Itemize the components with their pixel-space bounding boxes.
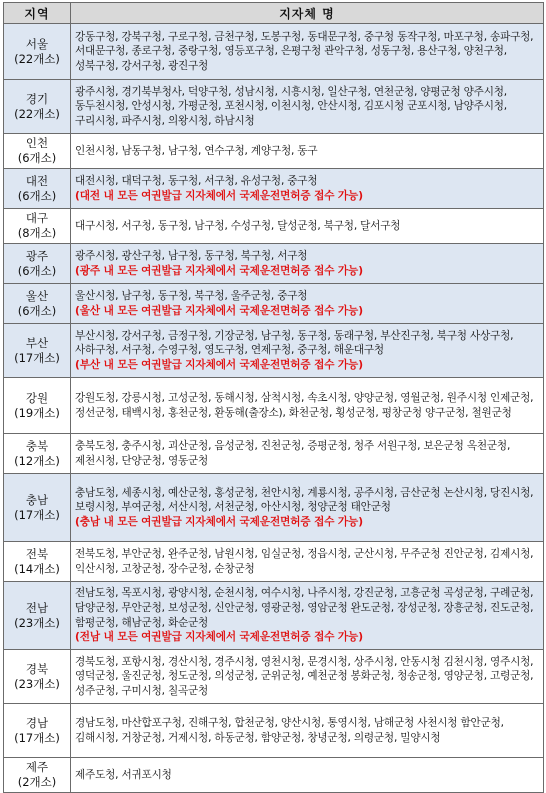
cities-list: 전북도청, 부안군청, 완주군청, 남원시청, 임실군청, 정읍시청, 군산시청, 무주군청 진안군청, 김제시청, 익산시청, 고창군청, 장수군청, 순창군청: [75, 547, 534, 575]
region-name: 강원: [25, 390, 49, 405]
table-body: [4, 24, 544, 793]
region-cell: [4, 284, 71, 324]
cities-cell: [71, 24, 544, 80]
cities-cell: [71, 704, 544, 758]
cities-list: 부산시청, 강서구청, 금정구청, 기장군청, 남구청, 동구청, 동래구청, 부산진구청, 북구청 사상구청, 사하구청, 서구청, 수영구청, 영도구청, 연제구청, 중구청, 해운대구청: [75, 329, 514, 357]
region-count: (6개소): [17, 151, 57, 165]
cities-cell: [71, 209, 544, 244]
cities-list: 경북도청, 포항시청, 경산시청, 경주시청, 영천시청, 문경시청, 상주시청, 안동시청 김천시청, 영주시청, 영덕군청, 울진군청, 청도군청, 의성군청, 군위군청, 예천군청 봉화군청, 청송군청, 영양군청, 고령군청, 성주군청, 구미시청, 칠곡군청: [75, 655, 534, 697]
cities-list: 충북도청, 충주시청, 괴산군청, 음성군청, 진천군청, 증평군청, 청주 서원구청, 보은군청 옥천군청, 제천시청, 단양군청, 영동군청: [75, 439, 511, 467]
header-row: [4, 3, 544, 24]
region-name: 경남: [25, 715, 49, 730]
region-count: (6개소): [17, 188, 57, 203]
table-row: [4, 542, 544, 582]
region-count: (17개소): [14, 730, 60, 745]
region-name: 광주: [25, 248, 49, 263]
region-count: (23개소): [14, 615, 60, 630]
region-cell: [4, 134, 71, 169]
cities-list: 제주도청, 서귀포시청: [75, 768, 172, 781]
region-count: (22개소): [14, 51, 60, 66]
cities-list: 전남도청, 목포시청, 광양시청, 순천시청, 여수시청, 나주시청, 강진군청, 고흥군청 곡성군청, 구례군청, 담양군청, 무안군청, 보성군청, 신안군청, 영광군청, 영암군청 완도군청, 장성군청, 장흥군청, 진도군청, 함평군청, 해남군청, 화순군청: [75, 587, 534, 629]
cities-list: 울산시청, 남구청, 동구청, 북구청, 울주군청, 중구청: [75, 289, 308, 302]
cities-cell: [71, 244, 544, 284]
region-count: (17개소): [14, 350, 60, 365]
cities-cell: [71, 134, 544, 169]
availability-note: (부산 내 모든 여권발급 지자체에서 국제운전면허증 접수 가능): [75, 358, 363, 371]
availability-note: (충남 내 모든 여권발급 지자체에서 국제운전면허증 접수 가능): [75, 515, 363, 528]
cities-cell: [71, 80, 544, 134]
table-row: [4, 24, 544, 80]
table-row: [4, 134, 544, 169]
region-count: (8개소): [17, 226, 57, 240]
table-row: [4, 209, 544, 244]
cities-list: 광주시청, 경기북부청사, 덕양구청, 성남시청, 시흥시청, 일산구청, 연천군청, 양평군청 양주시청, 동두천시청, 안성시청, 가평군청, 포천시청, 이천시청, 안산시청, 김포시청 군포시청, 남양주시청, 구리시청, 파주시청, 의왕시청, 하남시청: [75, 85, 507, 127]
table-row: [4, 582, 544, 650]
table-row: [4, 284, 544, 324]
cities-list: 강동구청, 강북구청, 구로구청, 금천구청, 도봉구청, 동대문구청, 중구청 동작구청, 마포구청, 송파구청, 서대문구청, 종로구청, 중랑구청, 영등포구청, 은평구청 관악구청, 성동구청, 용산구청, 양천구청, 성북구청, 강서구청, 광진구청: [75, 30, 534, 72]
availability-note: (울산 내 모든 여권발급 지자체에서 국제운전면허증 접수 가능): [75, 304, 363, 317]
region-count: (14개소): [14, 561, 60, 576]
header-region: 지역: [4, 3, 71, 24]
availability-note: (광주 내 모든 여권발급 지자체에서 국제운전면허증 접수 가능): [75, 264, 363, 277]
region-name: 전북: [25, 546, 49, 561]
region-count: (23개소): [14, 676, 60, 691]
cities-cell: [71, 434, 544, 474]
header-cities: 지자체 명: [71, 3, 544, 24]
region-cell: [4, 244, 71, 284]
region-name: 충북: [25, 438, 49, 453]
cities-list: 대전시청, 대덕구청, 동구청, 서구청, 유성구청, 중구청: [75, 174, 318, 187]
cities-cell: [71, 324, 544, 378]
region-cell: [4, 474, 71, 542]
table-row: [4, 650, 544, 704]
region-count: (19개소): [14, 405, 60, 420]
region-count: (22개소): [14, 106, 60, 121]
cities-cell: [71, 378, 544, 434]
region-name: 서울: [25, 36, 49, 51]
cities-cell: [71, 758, 544, 793]
region-name: 울산: [25, 288, 49, 303]
region-cell: [4, 378, 71, 434]
table-row: [4, 169, 544, 209]
region-name: 대전: [25, 173, 49, 188]
region-name: 충남: [25, 492, 49, 507]
region-name: 대구: [25, 211, 49, 225]
region-count: (6개소): [17, 263, 57, 278]
cities-list: 충남도청, 세종시청, 예산군청, 홍성군청, 천안시청, 계룡시청, 공주시청, 금산군청 논산시청, 당진시청, 보령시청, 부여군청, 서산시청, 서천군청, 아산시청, 청양군청 태안군청: [75, 486, 534, 514]
region-count: (6개소): [17, 303, 57, 318]
cities-cell: [71, 582, 544, 650]
table-row: [4, 378, 544, 434]
table-row: [4, 244, 544, 284]
region-count: (17개소): [14, 507, 60, 522]
region-name: 인천: [25, 136, 49, 150]
table-row: [4, 434, 544, 474]
region-count: (12개소): [14, 453, 60, 468]
region-cell: [4, 24, 71, 80]
office-list-table: [3, 2, 544, 793]
table-row: [4, 704, 544, 758]
table-row: [4, 324, 544, 378]
availability-note: (대전 내 모든 여권발급 지자체에서 국제운전면허증 접수 가능): [75, 189, 363, 202]
table-row: [4, 758, 544, 793]
region-cell: [4, 542, 71, 582]
region-cell: [4, 758, 71, 793]
cities-list: 대구시청, 서구청, 동구청, 남구청, 수성구청, 달성군청, 북구청, 달서구청: [75, 219, 401, 232]
cities-list: 광주시청, 광산구청, 남구청, 동구청, 북구청, 서구청: [75, 249, 308, 262]
region-name: 제주: [25, 760, 49, 774]
region-name: 부산: [25, 335, 49, 350]
table-row: [4, 474, 544, 542]
cities-cell: [71, 650, 544, 704]
region-cell: [4, 650, 71, 704]
cities-cell: [71, 542, 544, 582]
availability-note: (전남 내 모든 여권발급 지자체에서 국제운전면허증 접수 가능): [75, 631, 363, 644]
cities-list: 경남도청, 마산합포구청, 진해구청, 합천군청, 양산시청, 통영시청, 남해군청 사천시청 함안군청, 김해시청, 거창군청, 거제시청, 하동군청, 함양군청, 창녕군청, 의령군청, 밀양시청: [75, 716, 504, 744]
cities-list: 인천시청, 남동구청, 남구청, 연수구청, 계양구청, 동구: [75, 144, 318, 157]
cities-cell: [71, 474, 544, 542]
table-row: [4, 80, 544, 134]
region-cell: [4, 324, 71, 378]
region-name: 경북: [25, 661, 49, 676]
region-name: 전남: [25, 600, 49, 615]
region-name: 경기: [25, 91, 49, 106]
region-cell: [4, 169, 71, 209]
region-cell: [4, 80, 71, 134]
cities-cell: [71, 169, 544, 209]
cities-cell: [71, 284, 544, 324]
cities-list: 강원도청, 강릉시청, 고성군청, 동해시청, 삼척시청, 속초시청, 양양군청, 영월군청, 원주시청 인제군청, 정선군청, 태백시청, 홍천군청, 환동해(출장소), 화천군청, 횡성군청, 평창군청 양구군청, 철원군청: [75, 391, 534, 419]
region-cell: [4, 582, 71, 650]
region-cell: [4, 704, 71, 758]
region-count: (2개소): [17, 775, 57, 789]
region-cell: [4, 434, 71, 474]
region-cell: [4, 209, 71, 244]
